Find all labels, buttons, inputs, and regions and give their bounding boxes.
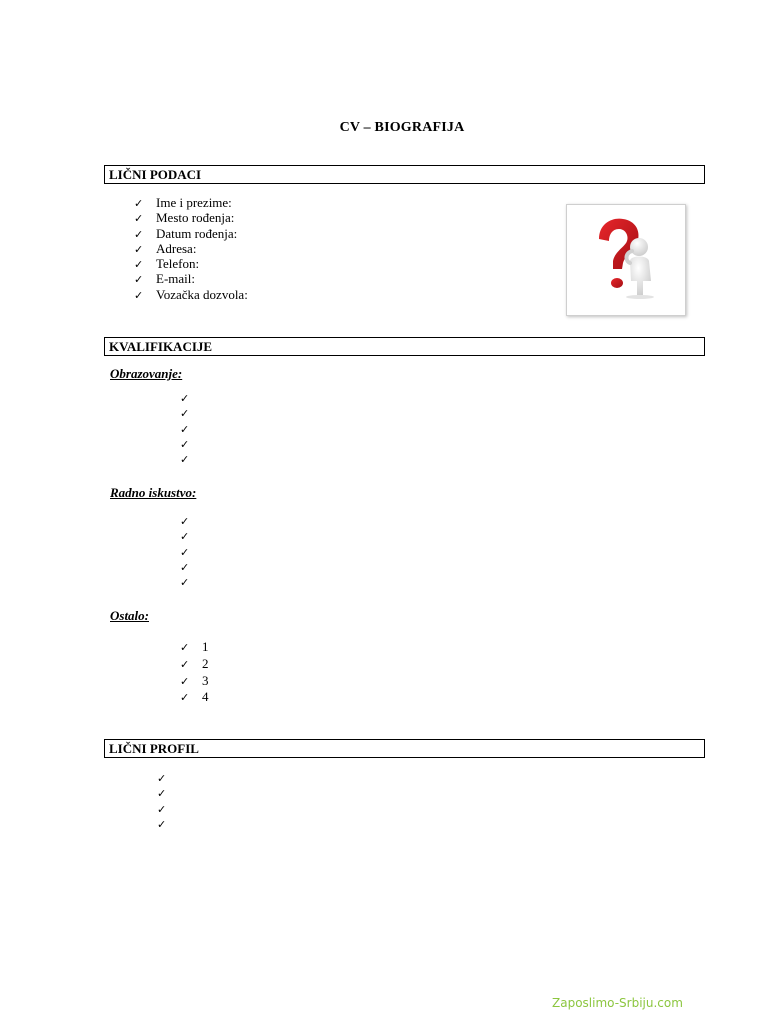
list-item bbox=[180, 528, 202, 543]
checkmark-icon: ✓ bbox=[134, 258, 144, 272]
checkmark-icon: ✓ bbox=[134, 227, 144, 241]
list-item bbox=[180, 405, 202, 420]
list-item bbox=[180, 689, 209, 706]
checkmark-icon: ✓ bbox=[180, 560, 190, 574]
list-item bbox=[134, 195, 248, 210]
question-mark-figure-icon bbox=[567, 205, 685, 315]
checkmark-icon: ✓ bbox=[180, 576, 190, 590]
field-label-birthdate: Datum rođenja: bbox=[156, 225, 238, 241]
list-item bbox=[134, 241, 248, 256]
field-label-drivers-license: Vozačka dozvola: bbox=[156, 286, 248, 302]
list-item bbox=[180, 574, 202, 589]
subheading-radno-iskustvo: Radno iskustvo: bbox=[110, 485, 197, 500]
section-heading-licni-podaci: LIČNI PODACI bbox=[104, 165, 705, 184]
list-item bbox=[157, 801, 179, 816]
list-item bbox=[134, 287, 248, 302]
checkmark-icon: ✓ bbox=[134, 273, 144, 287]
checkmark-icon: ✓ bbox=[134, 242, 144, 256]
field-label-address: Adresa: bbox=[156, 240, 197, 256]
checkmark-icon: ✓ bbox=[180, 691, 190, 705]
list-item bbox=[180, 451, 202, 466]
list-item bbox=[134, 226, 248, 241]
footer-watermark: Zaposlimo-Srbiju.com bbox=[552, 996, 683, 1010]
checkmark-icon: ✓ bbox=[157, 772, 167, 785]
list-item bbox=[180, 656, 209, 673]
checkmark-icon: ✓ bbox=[134, 212, 144, 226]
field-label-email: E-mail: bbox=[156, 271, 195, 287]
field-label-birthplace: Mesto rođenja: bbox=[156, 210, 235, 226]
list-item-text: 4 bbox=[202, 689, 209, 705]
checkmark-icon: ✓ bbox=[180, 392, 190, 405]
checkmark-icon: ✓ bbox=[157, 787, 167, 801]
checkmark-icon: ✓ bbox=[180, 515, 190, 528]
list-item bbox=[180, 436, 202, 451]
list-item bbox=[157, 770, 179, 785]
list-item bbox=[157, 816, 179, 831]
subheading-ostalo: Ostalo: bbox=[110, 608, 149, 623]
field-label-phone: Telefon: bbox=[156, 256, 200, 272]
list-item-text: 3 bbox=[202, 672, 209, 688]
personal-data-list bbox=[134, 195, 248, 302]
checkmark-icon: ✓ bbox=[134, 197, 144, 210]
checkmark-icon: ✓ bbox=[180, 545, 190, 559]
list-item-text: 1 bbox=[202, 639, 209, 654]
list-item-text: 2 bbox=[202, 655, 209, 671]
education-list bbox=[180, 390, 202, 466]
list-item bbox=[180, 559, 202, 574]
checkmark-icon: ✓ bbox=[180, 407, 190, 421]
checkmark-icon: ✓ bbox=[180, 422, 190, 436]
list-item bbox=[180, 673, 209, 690]
list-item bbox=[134, 271, 248, 286]
page-title: CV – BIOGRAFIJA bbox=[339, 120, 465, 135]
section-heading-kvalifikacije: KVALIFIKACIJE bbox=[104, 337, 705, 356]
list-item bbox=[157, 785, 179, 800]
checkmark-icon: ✓ bbox=[180, 530, 190, 544]
checkmark-icon: ✓ bbox=[134, 288, 144, 302]
list-item bbox=[180, 513, 202, 528]
other-list bbox=[180, 639, 209, 706]
personal-profile-list bbox=[157, 770, 179, 831]
list-item bbox=[180, 544, 202, 559]
list-item bbox=[180, 421, 202, 436]
field-label-name: Ime i prezime: bbox=[156, 195, 232, 210]
list-item bbox=[180, 390, 202, 405]
list-item bbox=[180, 639, 209, 656]
list-item bbox=[134, 256, 248, 271]
checkmark-icon: ✓ bbox=[157, 802, 167, 816]
section-heading-licni-profil: LIČNI PROFIL bbox=[104, 739, 705, 758]
checkmark-icon: ✓ bbox=[180, 437, 190, 451]
checkmark-icon: ✓ bbox=[180, 641, 190, 654]
subheading-obrazovanje: Obrazovanje: bbox=[110, 366, 183, 381]
work-experience-list bbox=[180, 513, 202, 589]
photo-placeholder bbox=[566, 204, 686, 316]
checkmark-icon: ✓ bbox=[157, 817, 167, 831]
checkmark-icon: ✓ bbox=[180, 674, 190, 688]
checkmark-icon: ✓ bbox=[180, 657, 190, 671]
checkmark-icon: ✓ bbox=[180, 453, 190, 467]
list-item bbox=[134, 210, 248, 225]
